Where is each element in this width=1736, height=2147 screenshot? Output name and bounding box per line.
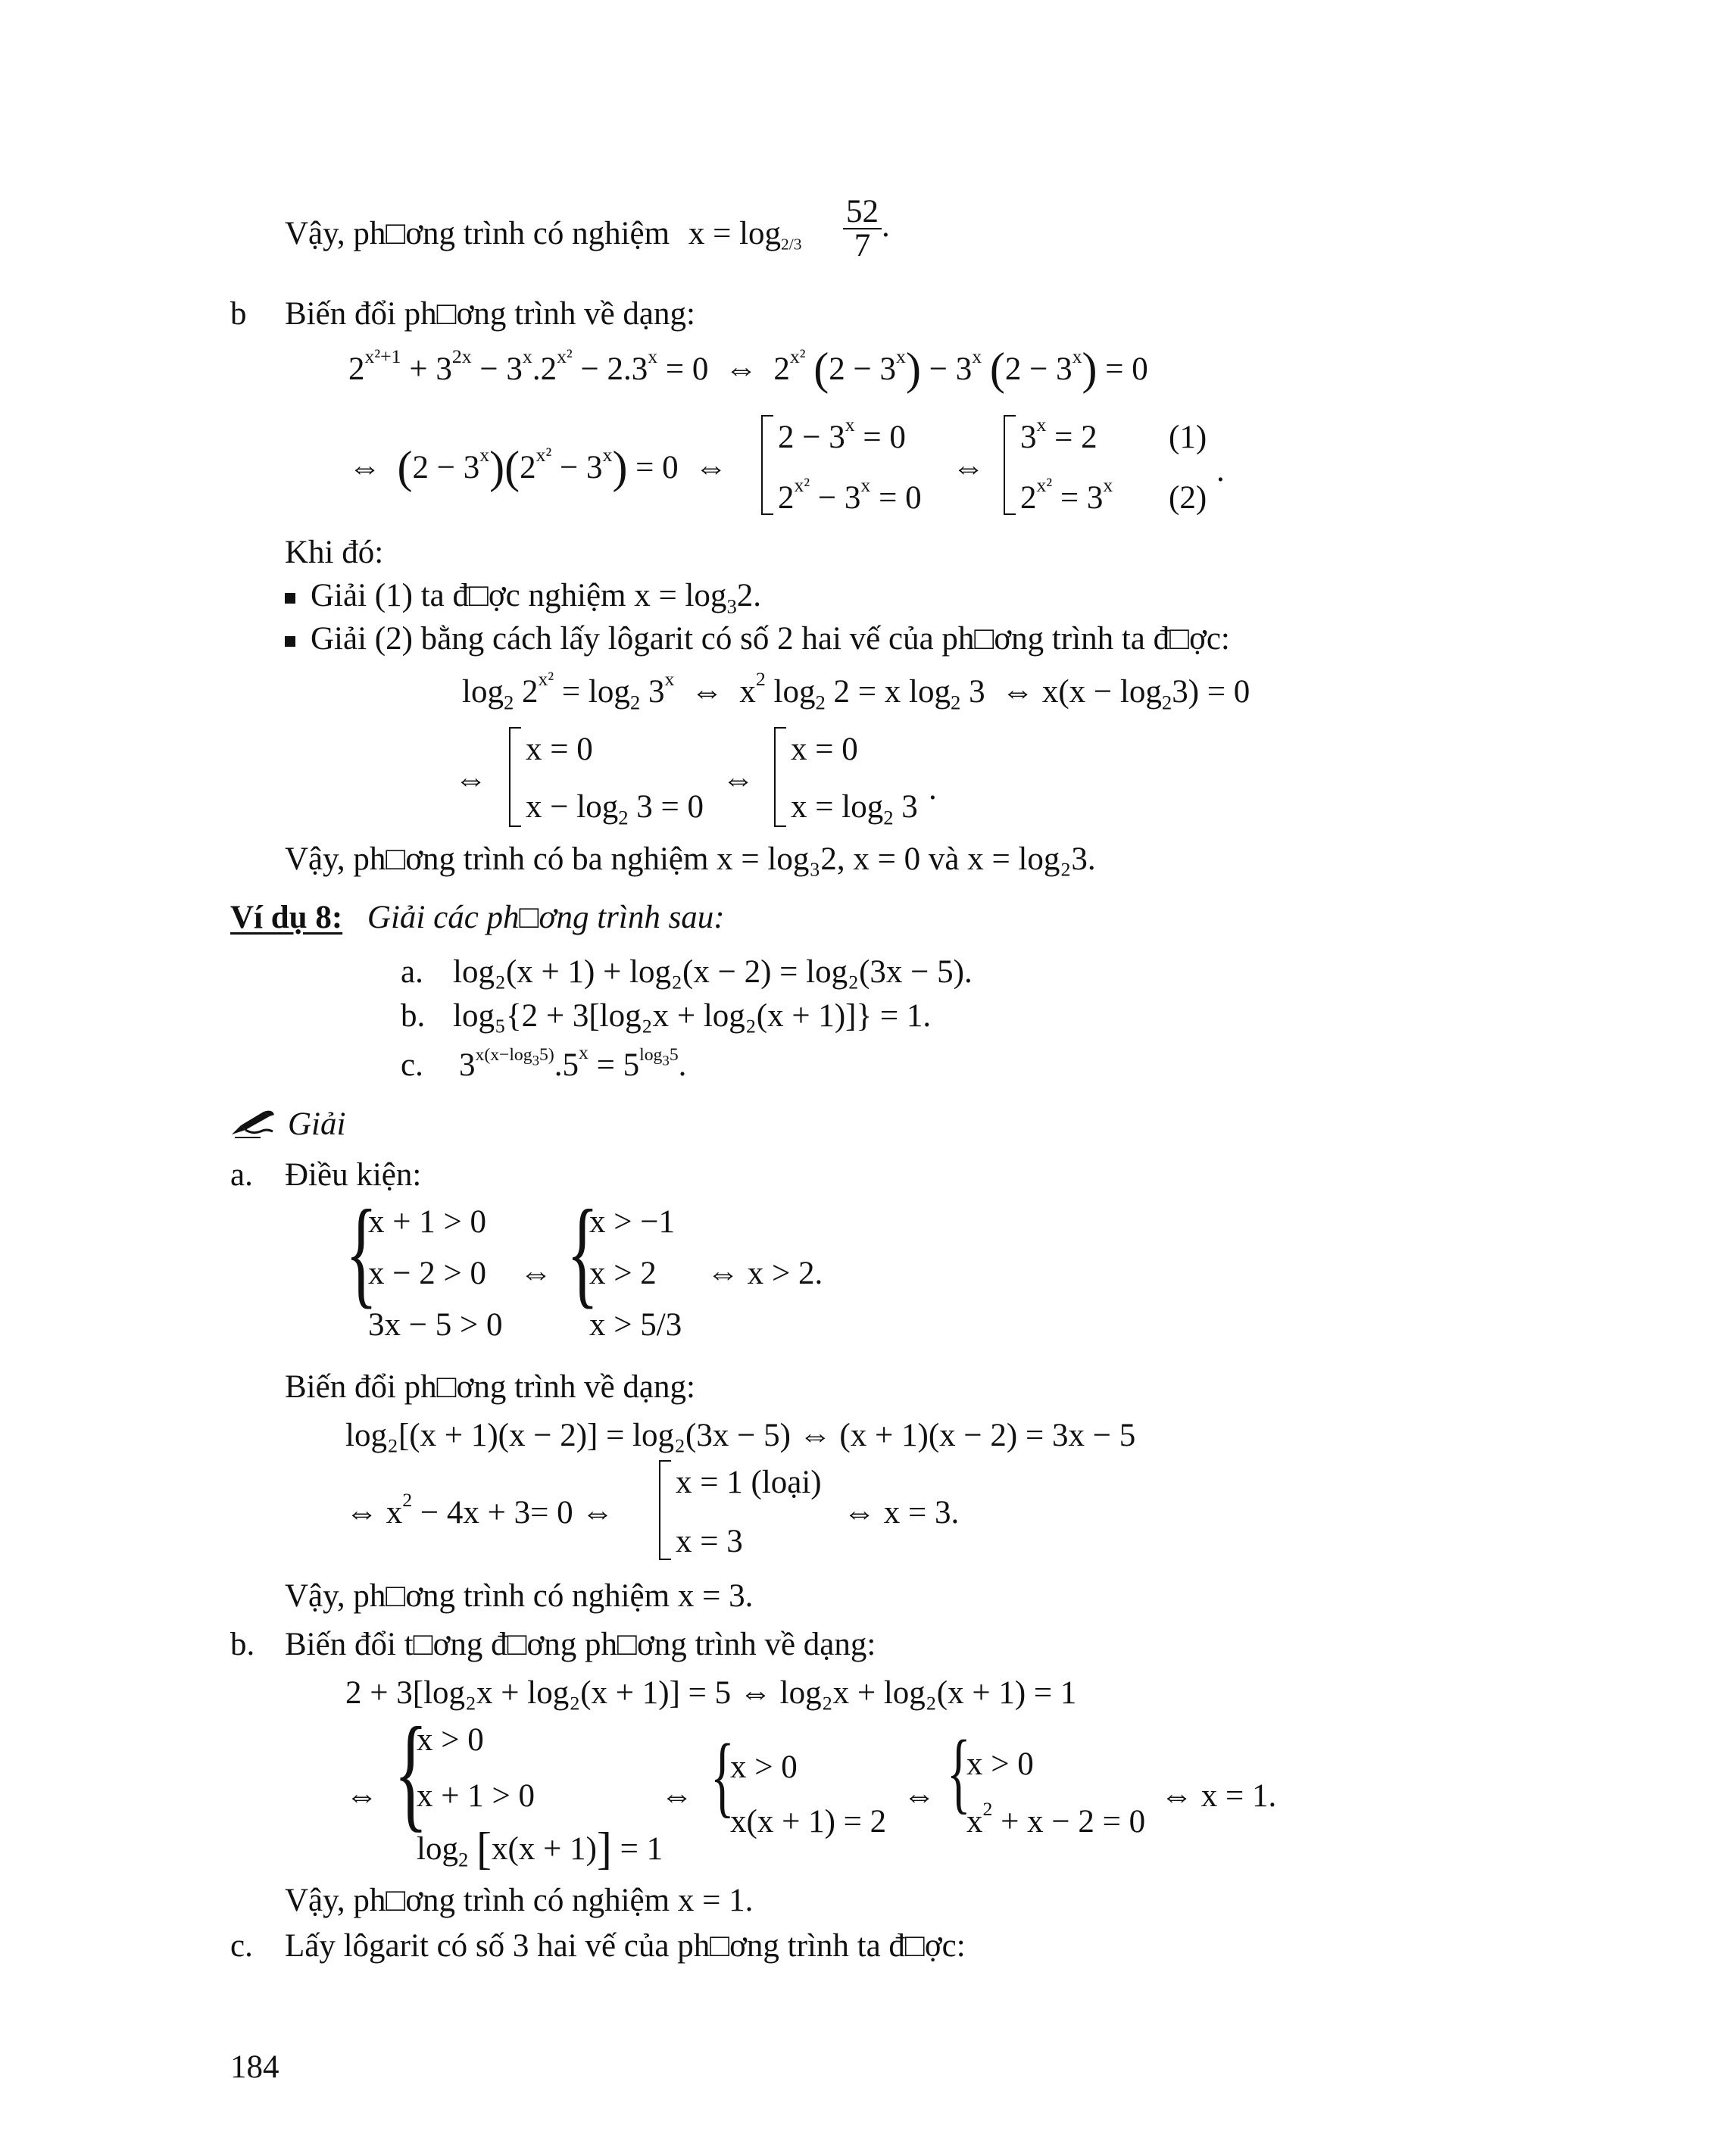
system-c2-row1: x = 0 [791, 732, 858, 767]
example-c: $3^{x(x-log_35)}.5^x = 5^{log_35}$. [459, 1041, 687, 1083]
brace-b-2: { [710, 1725, 735, 1826]
equation-log2: $\log_2 2^{x^2} = \log_2 3^x$ ⇔ $x^2$ $\log_2 2 = x$ $\log_2 3$ ⇔ $x(x - \log_23) = 0$ [462, 668, 1250, 714]
bullet-2: Giải (2) bằng cách lấy lôgarit có số 2 hai vế của ph□ơng trình ta đ□ợc: [285, 623, 1230, 655]
sol-b-sys1-row2: x + 1 > 0 [417, 1778, 535, 1814]
page-number: 184 [230, 2049, 279, 2085]
cond1-row2: x − 2 > 0 [368, 1256, 487, 1291]
sol-b-conclusion: Vậy, ph□ơng trình có nghiệm x = 1. [285, 1883, 754, 1918]
conclusion-previous [285, 216, 802, 254]
example-label: Ví dụ 8: [230, 900, 343, 935]
sol-b-sys3-row2: $x^2 + x - 2 = 0$ [966, 1798, 1146, 1840]
system-b2-row1: $3^x = 2$ [1020, 413, 1097, 455]
brace-b-3: { [947, 1721, 971, 1822]
system-c1-row1: x = 0 [526, 732, 593, 767]
cond2-row1: x > −1 [589, 1204, 676, 1240]
system-b1-row1: $2 - 3^x = 0$ [778, 413, 906, 455]
cond-result: ⇔ x > 2. [707, 1256, 823, 1291]
sol-b-equiv-2: ⇔ [660, 1778, 693, 1814]
example-heading [230, 901, 725, 934]
log-fraction: $\frac{52}{7}$ . [843, 195, 890, 262]
example-b: log₅{2 + 3[log₂x + log₂(x + 1)]} = 1. [453, 998, 932, 1034]
square-bullet-icon [285, 593, 295, 604]
system-b2-row2: $2^{x^2} = 3^x$ [1020, 474, 1113, 516]
bullet-1: Giải (1) ta đ□ợc nghiệm $x = \log_32$. [285, 579, 761, 612]
conclusion-b: Vậy, ph□ơng trình có ba nghiệm x = log₃2, x = 0 và x = log₂3. [285, 841, 1096, 877]
sol-a-label: a. [230, 1157, 253, 1193]
conclusion-text: Vậy, ph□ơng trình có nghiệm [285, 216, 670, 251]
tag-1: (1) [1169, 420, 1207, 455]
equation-b-1: $2^{x^2+1} + 3^{2x} - 3^x.2^{x^2} - 2.3^x = 0$ ⇔ $2^{x^2}$ $(2 - 3^x) - 3^x$ $(2 - 3^x) = 0$ [348, 344, 1148, 394]
frac-numerator: 52 [846, 194, 879, 229]
cond1-row1: x + 1 > 0 [368, 1204, 487, 1240]
cond2-row2: x > 2 [589, 1256, 657, 1291]
part-b-label: b [230, 296, 247, 332]
sol-b-equiv-1: ⇔ [345, 1778, 378, 1814]
bracket-b2 [1004, 415, 1016, 515]
sol-b-result: ⇔ x = 1. [1160, 1778, 1277, 1814]
example-c-label: c. [401, 1047, 423, 1083]
sol-b-sys3-row1: x > 0 [966, 1746, 1034, 1782]
sol-a-transform: Biến đổi ph□ơng trình về dạng: [285, 1369, 695, 1405]
solution-heading [230, 1108, 345, 1141]
equiv-c2: ⇔ [722, 762, 754, 797]
sol-b-eq1: 2 + 3[log₂x + log₂(x + 1)] = 5 ⇔ log₂x + log₂(x + 1) = 1 [345, 1675, 1077, 1711]
system-b1-row2: $2^{x^2} - 3^x = 0$ [778, 474, 922, 516]
sol-b-sys2-row1: x > 0 [730, 1749, 798, 1785]
sol-b-equiv-3: ⇔ [903, 1778, 935, 1814]
frac-denominator: 7 [843, 228, 882, 262]
brace-cond-2: { [567, 1184, 599, 1319]
sol-c-label: c. [230, 1928, 253, 1964]
writing-hand-icon [230, 1109, 277, 1139]
brace-b-1: { [394, 1701, 428, 1843]
sol-a-result: ⇔ x = 3. [843, 1495, 960, 1531]
sol-a-eq2: ⇔ $x^2 - 4x + 3= 0$ ⇔ [345, 1489, 614, 1531]
bracket-b1 [761, 415, 773, 515]
system-c2-row2: $x = \log_2 3$ [791, 789, 918, 829]
equiv-c1: ⇔ [454, 762, 487, 797]
part-b-text: Biến đổi ph□ơng trình về dạng: [285, 296, 695, 332]
sol-a-row2: x = 3 [676, 1524, 743, 1559]
sol-b-sys2-row2: x(x + 1) = 2 [730, 1804, 887, 1840]
equiv-b: ⇔ [952, 450, 985, 485]
example-title: Giải các ph□ơng trình sau: [367, 900, 725, 935]
example-a-label: a. [401, 954, 423, 990]
equation-b-2: ⇔ $(2 - 3^x)(2^{x^2} - 3^x) = 0$ ⇔ [348, 442, 728, 492]
example-a: log₂(x + 1) + log₂(x − 2) = log₂(3x − 5). [453, 954, 973, 990]
solution-label: Giải [288, 1106, 346, 1142]
khi-do: Khi đó: [285, 535, 384, 570]
bracket-a [659, 1460, 671, 1560]
sol-a-row1: x = 1 (loại) [676, 1465, 822, 1500]
bracket-c2 [774, 727, 786, 827]
square-bullet-icon [285, 636, 295, 647]
brace-cond-1: { [345, 1184, 378, 1319]
bracket-c1 [509, 727, 521, 827]
system-c1-row2: $x - \log_2 3 = 0$ [526, 789, 704, 829]
cond1-row3: 3x − 5 > 0 [368, 1307, 503, 1343]
sol-a-eq1: log₂[(x + 1)(x − 2)] = log₂(3x − 5) ⇔ (x + 1)(x − 2) = 3x − 5 [345, 1418, 1136, 1453]
tag-2: (2) [1169, 480, 1207, 516]
sol-b-label: b. [230, 1627, 255, 1662]
sol-a-condition: Điều kiện: [285, 1157, 422, 1193]
sol-b-transform: Biến đổi t□ơng đ□ơng ph□ơng trình về dạng: [285, 1627, 876, 1662]
cond-equiv-1: ⇔ [520, 1256, 552, 1291]
sol-a-conclusion: Vậy, ph□ơng trình có nghiệm x = 3. [285, 1578, 754, 1614]
sol-c-text: Lấy lôgarit có số 3 hai vế của ph□ơng trình ta đ□ợc: [285, 1928, 966, 1964]
sol-b-sys1-row1: x > 0 [417, 1722, 484, 1758]
log-expression: $x = \log_{2/3}$ [688, 216, 802, 254]
cond2-row3: x > 5/3 [589, 1307, 682, 1343]
sol-b-sys1-row3: $\log_2 [x(x + 1)] = 1$ [417, 1824, 663, 1874]
example-b-label: b. [401, 998, 426, 1034]
